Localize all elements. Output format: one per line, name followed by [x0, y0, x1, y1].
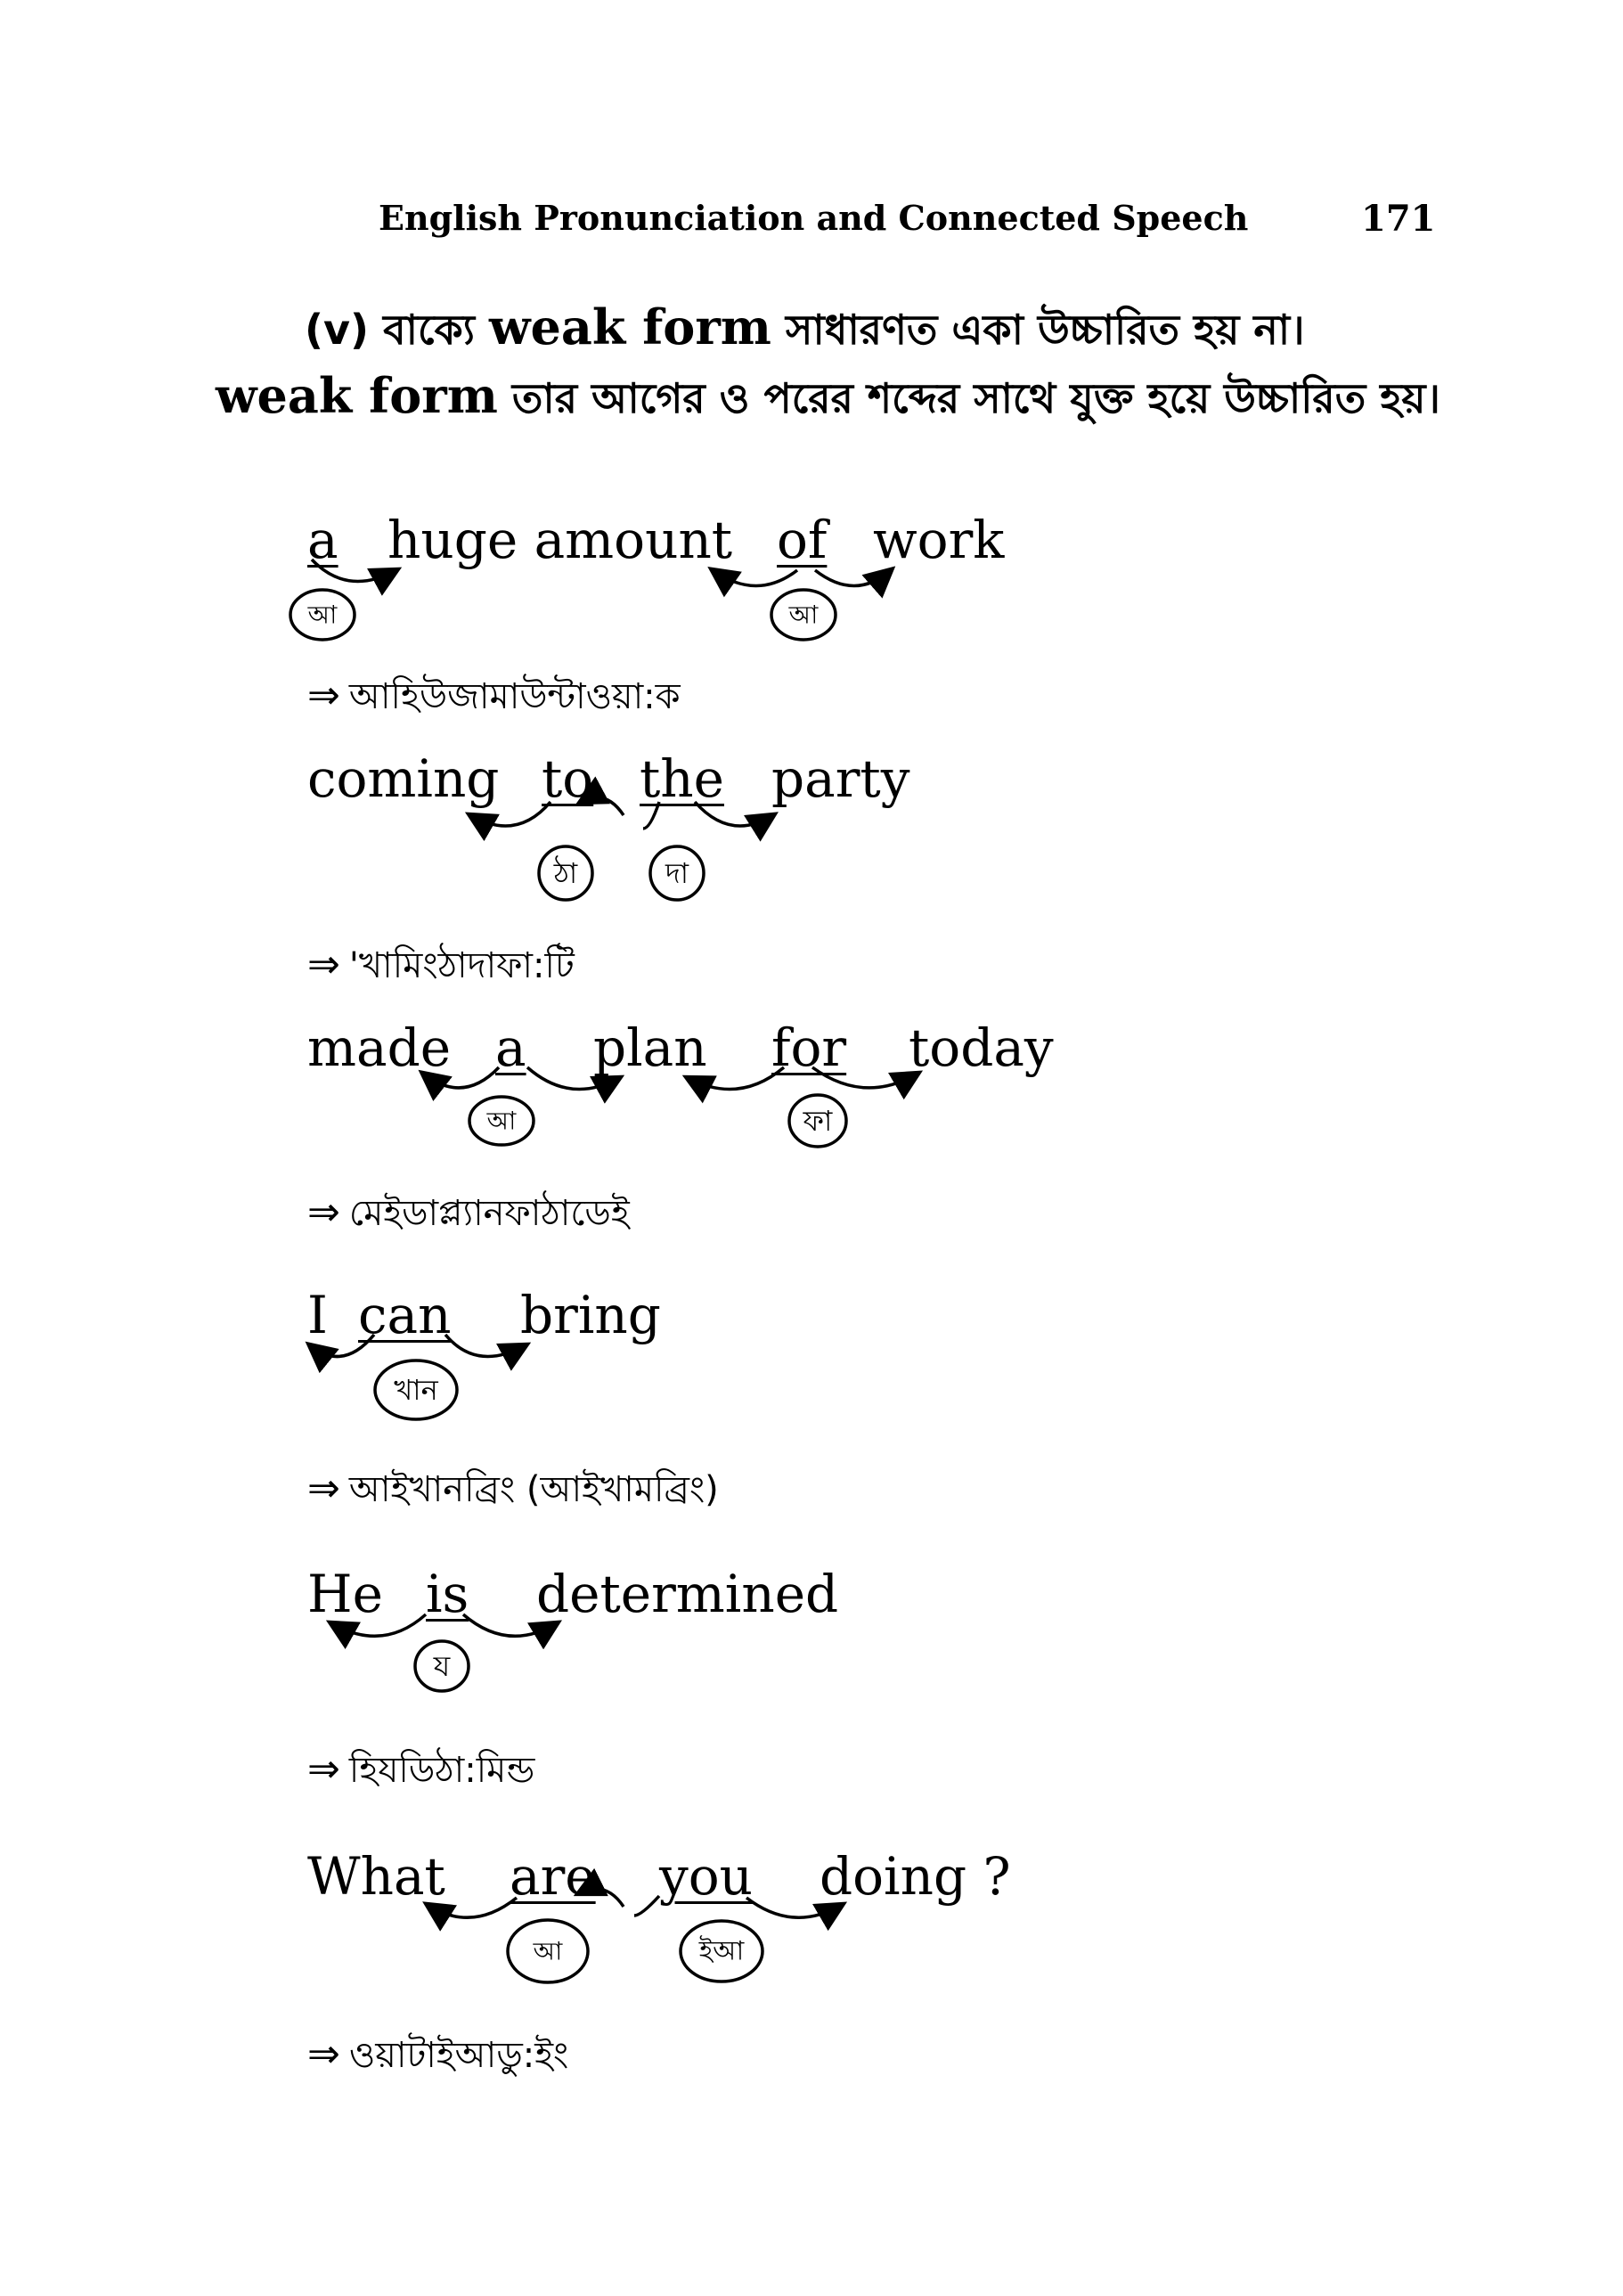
example-word: bring [520, 1285, 661, 1345]
example-word: huge amount [387, 510, 733, 570]
curved-arrow-icon [634, 1896, 659, 1916]
weak-form-label: ফা [803, 1104, 833, 1138]
weak-form-circle-icon [290, 590, 355, 640]
example-word: to [542, 748, 594, 809]
example-word: doing ? [820, 1846, 1011, 1907]
example-word: you [659, 1846, 754, 1907]
example-word: What [307, 1846, 445, 1907]
implies-arrow-icon: ⇒ [307, 1189, 340, 1235]
intro-term-1: weak form [489, 298, 771, 355]
pronunciation-result-2 [307, 937, 575, 997]
weak-form-label: য [433, 1649, 451, 1683]
intro-text-3: তার আগের ও পরের শব্দের সাথে যুক্ত হয়ে উচ্চারিত হয়। [511, 374, 1440, 422]
example-word: He [307, 1564, 383, 1624]
weak-form-circle-icon [789, 1095, 846, 1147]
example-word: are [510, 1846, 596, 1907]
pronunciation-result-3 [307, 1185, 630, 1245]
example-word: can [358, 1285, 452, 1345]
curved-arrow-icon [815, 570, 891, 586]
implies-arrow-icon: ⇒ [307, 1466, 340, 1511]
weak-form-circle-icon [681, 1921, 763, 1981]
result-text: আইখানব্রিং (আইখামব্রিং) [348, 1469, 719, 1510]
implies-arrow-icon: ⇒ [307, 2031, 340, 2077]
result-text: ওয়াটাইআডু:ইং [348, 2035, 569, 2076]
intro-text-1: বাক্যে [383, 306, 476, 354]
implies-arrow-icon: ⇒ [307, 1746, 340, 1792]
example-word: determined [536, 1564, 839, 1624]
example-word: for [771, 1017, 847, 1078]
weak-form-label: আ [486, 1106, 517, 1136]
example-word: coming [307, 748, 500, 809]
curved-arrow-icon [445, 1335, 526, 1357]
weak-form-circle-icon [469, 1097, 534, 1145]
example-word: I [307, 1285, 328, 1345]
example-word: plan [593, 1017, 707, 1078]
result-text: আহিউজামাউন্টাওয়া:ক [348, 676, 681, 717]
pronunciation-result-5 [307, 1742, 534, 1802]
weak-form-circle-icon [375, 1360, 457, 1419]
example-word: work [873, 510, 1005, 570]
page-number: 171 [1361, 198, 1436, 240]
example-word: party [771, 748, 910, 809]
weak-form-circle-icon [771, 590, 836, 640]
running-header [0, 198, 1623, 251]
intro-paragraph [216, 294, 1454, 431]
implies-arrow-icon: ⇒ [307, 673, 340, 718]
weak-form-label: আ [533, 1936, 563, 1966]
weak-form-label: ঠা [553, 856, 578, 890]
weak-form-label: আ [307, 600, 338, 630]
weak-form-circle-icon [650, 846, 704, 900]
example-word: of [777, 510, 828, 570]
result-text: হিযডিঠা:মিন্ড [348, 1750, 535, 1791]
pronunciation-result-6 [307, 2027, 568, 2087]
intro-term-2: weak form [216, 367, 498, 424]
weak-form-label: ইআ [698, 1935, 745, 1967]
weak-form-circle-icon [415, 1641, 469, 1691]
example-word: made [307, 1017, 452, 1078]
example-word: the [640, 748, 724, 809]
example-word: today [909, 1017, 1054, 1078]
curved-arrow-icon [713, 570, 797, 586]
implies-arrow-icon: ⇒ [307, 942, 340, 987]
result-text: মেইডাপ্ল্যানফাঠাডেই [348, 1193, 630, 1234]
example-word: is [426, 1564, 469, 1624]
intro-text-2: সাধারণত একা উচ্চারিত হয় না। [785, 306, 1305, 354]
pronunciation-result-1 [307, 668, 681, 728]
pronunciation-result-4 [307, 1461, 719, 1521]
example-word: a [495, 1017, 526, 1078]
result-text: 'খামিংঠাদাফা:টি [348, 945, 575, 986]
example-word: a [307, 510, 338, 570]
section-marker: (v) [305, 306, 370, 354]
weak-form-label: আ [788, 600, 819, 630]
header-title: English Pronunciation and Connected Speech [379, 198, 1249, 238]
weak-form-circle-icon [539, 846, 592, 900]
weak-form-label: খান [394, 1373, 438, 1407]
weak-form-circle-icon [508, 1920, 588, 1982]
weak-form-label: দা [665, 856, 689, 890]
